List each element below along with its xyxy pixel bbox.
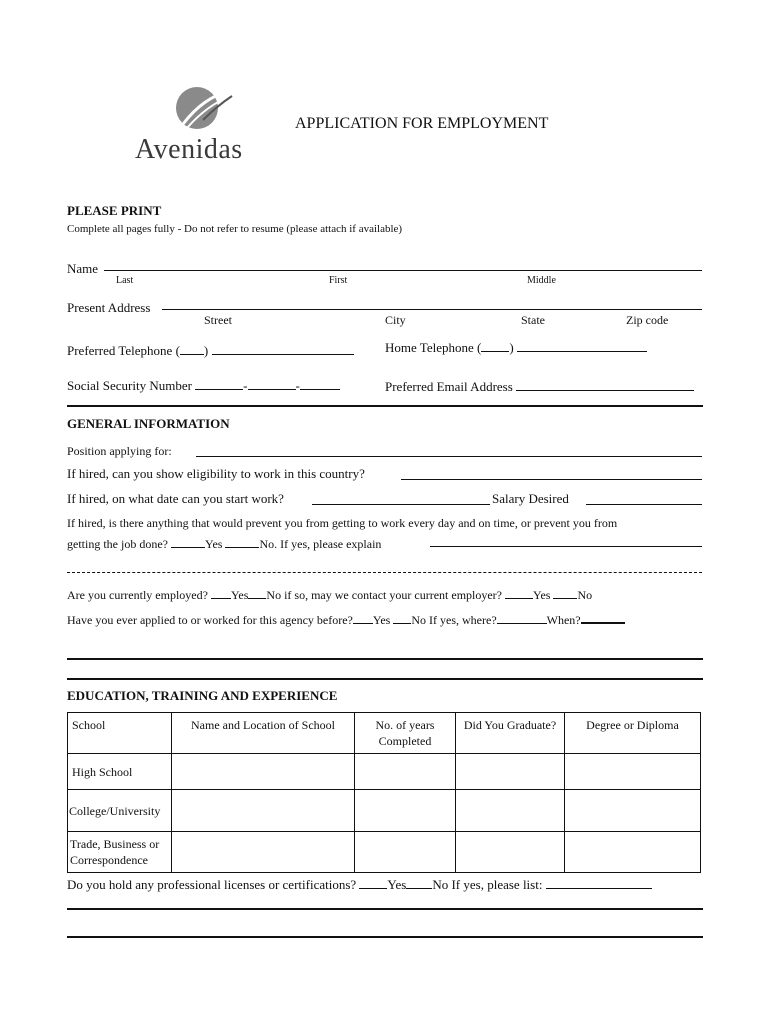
preferred-telephone-field[interactable] <box>212 342 354 355</box>
home-telephone-field[interactable] <box>517 339 647 352</box>
logo <box>135 84 265 170</box>
row-school-type: College/University <box>68 790 172 832</box>
prevent-explain-field-2[interactable] <box>67 572 702 573</box>
start-date-field[interactable] <box>312 504 490 505</box>
address-sub-state: State <box>521 313 545 327</box>
email-label: Preferred Email Address <box>385 379 513 394</box>
table-row <box>68 790 701 832</box>
applied-no-label: No If yes, where? <box>411 613 497 627</box>
applied-no-field[interactable] <box>393 611 411 624</box>
email-field[interactable] <box>516 378 694 391</box>
school-name-cell[interactable] <box>172 754 355 790</box>
contact-no-label: No <box>577 588 593 602</box>
instructions-text: Complete all pages fully - Do not refer to resume (please attach if available) <box>67 223 403 235</box>
licenses-yes-label: Yes <box>387 877 407 892</box>
prevent-yes-field[interactable] <box>171 535 205 548</box>
eligibility-field[interactable] <box>401 479 702 480</box>
applied-row <box>67 610 625 628</box>
column-header: Did You Graduate? <box>456 713 565 754</box>
column-header: Degree or Diploma <box>565 713 701 754</box>
address-sub-city: City <box>385 313 406 327</box>
contact-yes-label: Yes <box>533 588 551 602</box>
employed-no-field[interactable] <box>248 586 266 599</box>
prevent-yes-label: Yes <box>204 537 223 551</box>
education-table-header-row <box>68 713 701 754</box>
graduate-cell[interactable] <box>456 790 565 832</box>
preferred-telephone-label: Preferred Telephone ( <box>67 343 180 358</box>
degree-cell[interactable] <box>565 754 701 790</box>
licenses-row <box>67 876 652 893</box>
education-table <box>67 712 701 873</box>
when-field[interactable] <box>581 610 625 624</box>
logo-text: Avenidas <box>135 134 243 165</box>
address-field[interactable] <box>162 309 702 310</box>
employed-label: Are you currently employed? <box>67 588 208 602</box>
licenses-no-label: No If yes, please list: <box>432 877 543 892</box>
home-telephone-label: Home Telephone ( <box>385 340 482 355</box>
licenses-no-field[interactable] <box>406 876 432 889</box>
applied-yes-field[interactable] <box>353 611 373 624</box>
position-label: Position applying for: <box>67 444 172 458</box>
table-row <box>68 754 701 790</box>
name-label: Name <box>67 261 99 276</box>
general-information-heading: GENERAL INFORMATION <box>67 416 230 431</box>
salary-field[interactable] <box>586 504 702 505</box>
column-header: No. of years Completed <box>355 713 456 754</box>
when-label: When? <box>546 613 581 627</box>
start-date-label: If hired, on what date can you start work? <box>67 491 284 506</box>
employed-yes-field[interactable] <box>211 586 231 599</box>
preferred-area-code-field[interactable] <box>180 342 204 355</box>
eligibility-label: If hired, can you show eligibility to work in this country? <box>67 466 365 481</box>
prevent-question-line1: If hired, is there anything that would prevent you from getting to work every day and on time, or prevent you from <box>67 516 618 530</box>
licenses-label: Do you hold any professional licenses or certifications? <box>67 877 357 892</box>
licenses-yes-field[interactable] <box>359 876 387 889</box>
ssn-part3-field[interactable] <box>300 377 340 390</box>
position-field[interactable] <box>196 456 702 457</box>
employed-no-label: No if so, may we contact your current employer? <box>266 588 503 602</box>
degree-cell[interactable] <box>565 790 701 832</box>
home-area-code-field[interactable] <box>481 339 509 352</box>
ssn-part1-field[interactable] <box>195 377 243 390</box>
graduate-cell[interactable] <box>456 832 565 873</box>
applied-label: Have you ever applied to or worked for this agency before? <box>67 613 353 627</box>
licenses-list-field[interactable] <box>546 876 652 889</box>
home-telephone-close: ) <box>509 340 514 355</box>
row-school-type: Trade, Business or Correspondence <box>68 832 172 873</box>
applied-yes-label: Yes <box>372 613 391 627</box>
table-row <box>68 832 701 873</box>
preferred-telephone-row <box>67 342 354 359</box>
contact-no-field[interactable] <box>553 586 577 599</box>
preferred-telephone-close: ) <box>203 343 209 358</box>
page-title: APPLICATION FOR EMPLOYMENT <box>295 115 549 132</box>
address-label: Present Address <box>67 300 151 315</box>
home-telephone-row <box>385 339 647 356</box>
name-field[interactable] <box>104 270 702 271</box>
ssn-dash-1: - <box>243 378 248 393</box>
email-row <box>385 378 694 395</box>
prevent-no-field[interactable] <box>225 535 259 548</box>
section-divider-general <box>67 405 703 407</box>
licenses-extra-line-1[interactable] <box>67 908 703 910</box>
please-print-heading: PLEASE PRINT <box>67 203 162 218</box>
row-school-type: High School <box>68 754 172 790</box>
school-name-cell[interactable] <box>172 790 355 832</box>
applied-where-field[interactable] <box>497 611 547 624</box>
years-cell[interactable] <box>355 754 456 790</box>
address-sub-street: Street <box>204 313 232 327</box>
graduate-cell[interactable] <box>456 754 565 790</box>
salary-label: Salary Desired <box>492 491 569 506</box>
prevent-no-label: No. If yes, please explain <box>259 537 382 551</box>
ssn-label: Social Security Number <box>67 378 192 393</box>
employed-row <box>67 586 592 603</box>
contact-yes-field[interactable] <box>505 586 533 599</box>
general-extra-line[interactable] <box>67 658 703 660</box>
address-sub-zip: Zip code <box>626 313 669 327</box>
name-sub-middle: Middle <box>527 275 556 286</box>
school-name-cell[interactable] <box>172 832 355 873</box>
name-sub-first: First <box>329 275 348 286</box>
section-divider-education <box>67 678 703 680</box>
prevent-explain-field[interactable] <box>430 546 702 547</box>
years-cell[interactable] <box>355 790 456 832</box>
prevent-question-line2 <box>67 535 381 552</box>
education-heading: EDUCATION, TRAINING AND EXPERIENCE <box>67 688 338 703</box>
ssn-part2-field[interactable] <box>248 377 296 390</box>
licenses-extra-line-2[interactable] <box>67 936 703 938</box>
column-header: Name and Location of School <box>172 713 355 754</box>
ssn-dash-2: - <box>295 378 300 393</box>
avenidas-logo-icon <box>173 84 233 134</box>
prevent-question-text: getting the job done? <box>67 537 168 551</box>
ssn-row <box>67 377 340 394</box>
years-cell[interactable] <box>355 832 456 873</box>
degree-cell[interactable] <box>565 832 701 873</box>
name-sub-last: Last <box>116 275 134 286</box>
employed-yes-label: Yes <box>230 588 249 602</box>
column-header: School <box>68 713 172 754</box>
